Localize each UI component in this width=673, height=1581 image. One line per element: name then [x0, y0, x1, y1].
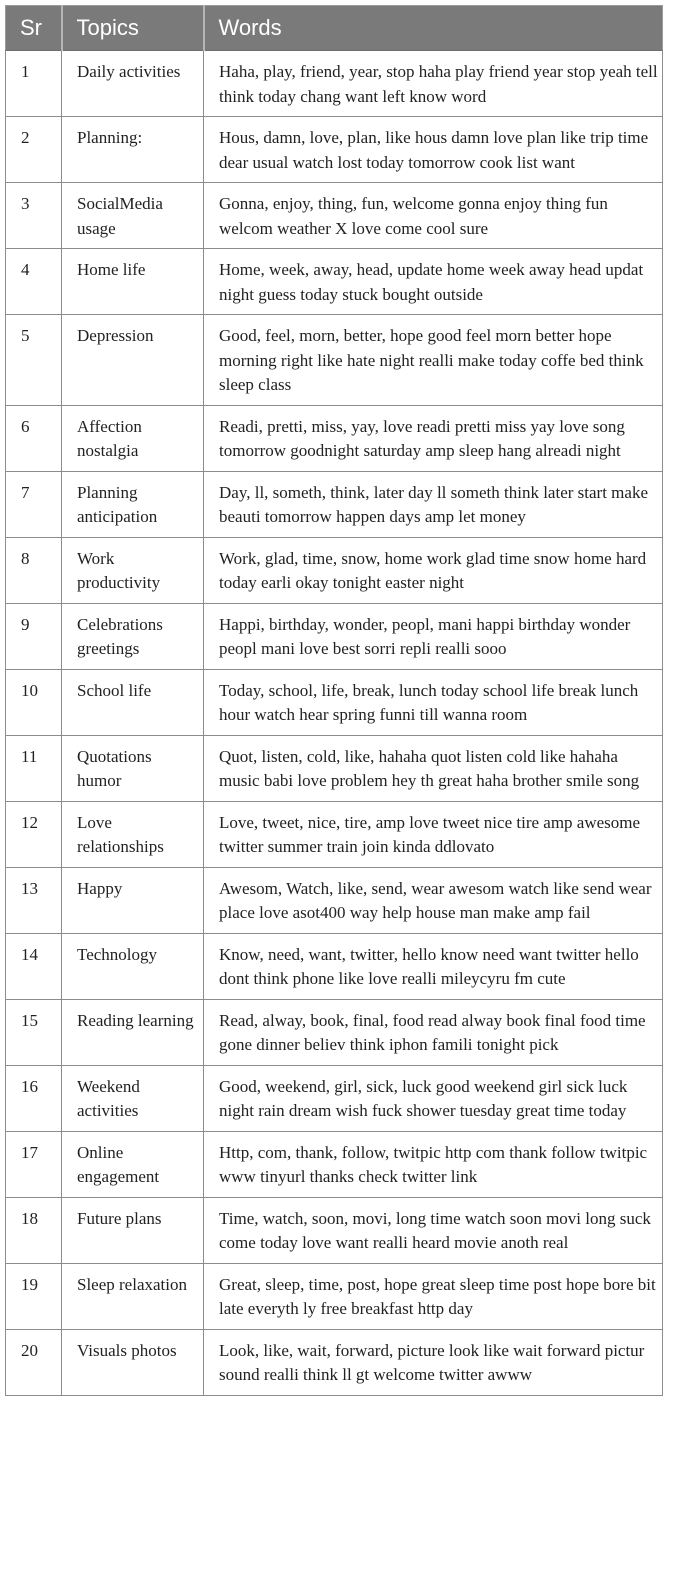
row-number: 12	[6, 801, 62, 867]
header-topics: Topics	[62, 6, 204, 51]
row-topic: School life	[62, 669, 204, 735]
table-row	[6, 249, 663, 315]
row-words: Awesom, Watch, like, send, wear awesom watch like send wear place love asot400 way help house man make amp fail	[204, 867, 663, 933]
row-words: Home, week, away, head, update home week away head updat night guess today stuck bought outside	[204, 249, 663, 315]
row-number: 3	[6, 183, 62, 249]
table-row	[6, 801, 663, 867]
table-row	[6, 471, 663, 537]
row-words: Today, school, life, break, lunch today school life break lunch hour watch hear spring funni till wanna room	[204, 669, 663, 735]
row-topic: Reading learning	[62, 999, 204, 1065]
row-number: 8	[6, 537, 62, 603]
row-number: 1	[6, 51, 62, 117]
row-topic: Quotations humor	[62, 735, 204, 801]
row-words: Hous, damn, love, plan, like hous damn love plan like trip time dear usual watch lost today tomorrow cook list want	[204, 117, 663, 183]
row-number: 18	[6, 1197, 62, 1263]
header-words: Words	[204, 6, 663, 51]
row-topic: Work productivity	[62, 537, 204, 603]
row-number: 13	[6, 867, 62, 933]
row-words: Readi, pretti, miss, yay, love readi pretti miss yay love song tomorrow goodnight saturday amp sleep hang alreadi night	[204, 405, 663, 471]
row-topic: Planning:	[62, 117, 204, 183]
row-topic: SocialMedia usage	[62, 183, 204, 249]
row-topic: Future plans	[62, 1197, 204, 1263]
row-words: Love, tweet, nice, tire, amp love tweet nice tire amp awesome twitter summer train join kinda ddlovato	[204, 801, 663, 867]
row-topic: Weekend activities	[62, 1065, 204, 1131]
table-row	[6, 405, 663, 471]
row-number: 10	[6, 669, 62, 735]
table-row	[6, 1131, 663, 1197]
row-words: Time, watch, soon, movi, long time watch soon movi long suck come today love want realli heard movie anoth real	[204, 1197, 663, 1263]
row-topic: Daily activities	[62, 51, 204, 117]
row-topic: Planning anticipation	[62, 471, 204, 537]
table-row	[6, 1263, 663, 1329]
row-topic: Love relationships	[62, 801, 204, 867]
row-topic: Affection nostalgia	[62, 405, 204, 471]
row-words: Happi, birthday, wonder, peopl, mani happi birthday wonder peopl mani love best sorri repli realli sooo	[204, 603, 663, 669]
row-topic: Visuals photos	[62, 1329, 204, 1395]
row-words: Look, like, wait, forward, picture look like wait forward pictur sound realli think ll gt welcome twitter awww	[204, 1329, 663, 1395]
table-row	[6, 1065, 663, 1131]
table-row	[6, 669, 663, 735]
row-number: 7	[6, 471, 62, 537]
row-number: 2	[6, 117, 62, 183]
row-words: Work, glad, time, snow, home work glad time snow home hard today earli okay tonight easter night	[204, 537, 663, 603]
table-body	[6, 51, 663, 1396]
row-number: 11	[6, 735, 62, 801]
row-number: 17	[6, 1131, 62, 1197]
topics-table-container	[5, 5, 663, 1396]
table-row	[6, 117, 663, 183]
row-topic: Happy	[62, 867, 204, 933]
row-words: Http, com, thank, follow, twitpic http com thank follow twitpic www tinyurl thanks check twitter link	[204, 1131, 663, 1197]
row-topic: Technology	[62, 933, 204, 999]
row-topic: Online engagement	[62, 1131, 204, 1197]
table-row	[6, 999, 663, 1065]
row-number: 16	[6, 1065, 62, 1131]
row-words: Good, weekend, girl, sick, luck good weekend girl sick luck night rain dream wish fuck shower tuesday great time today	[204, 1065, 663, 1131]
table-row	[6, 183, 663, 249]
table-row	[6, 735, 663, 801]
table-row	[6, 315, 663, 406]
row-number: 5	[6, 315, 62, 406]
row-number: 9	[6, 603, 62, 669]
row-number: 20	[6, 1329, 62, 1395]
row-number: 19	[6, 1263, 62, 1329]
row-words: Haha, play, friend, year, stop haha play friend year stop yeah tell think today chang want left know word	[204, 51, 663, 117]
row-topic: Home life	[62, 249, 204, 315]
row-topic: Depression	[62, 315, 204, 406]
row-words: Gonna, enjoy, thing, fun, welcome gonna enjoy thing fun welcom weather X love come cool sure	[204, 183, 663, 249]
row-number: 15	[6, 999, 62, 1065]
table-row	[6, 603, 663, 669]
row-words: Good, feel, morn, better, hope good feel morn better hope morning right like hate night realli make today coffe bed think sleep class	[204, 315, 663, 406]
table-row	[6, 1197, 663, 1263]
row-words: Day, ll, someth, think, later day ll someth think later start make beauti tomorrow happen days amp let money	[204, 471, 663, 537]
row-topic: Sleep relaxation	[62, 1263, 204, 1329]
row-topic: Celebrations greetings	[62, 603, 204, 669]
header-row	[6, 6, 663, 51]
table-row	[6, 51, 663, 117]
topics-table	[5, 5, 663, 1396]
row-number: 6	[6, 405, 62, 471]
row-number: 14	[6, 933, 62, 999]
row-words: Read, alway, book, final, food read alway book final food time gone dinner believ think iphon famili tonight pick	[204, 999, 663, 1065]
table-row	[6, 867, 663, 933]
row-words: Know, need, want, twitter, hello know need want twitter hello dont think phone like love realli mileycyru fm cute	[204, 933, 663, 999]
table-row	[6, 1329, 663, 1395]
row-words: Great, sleep, time, post, hope great sleep time post hope bore bit late everyth ly free breakfast http day	[204, 1263, 663, 1329]
header-sr: Sr	[6, 6, 62, 51]
row-words: Quot, listen, cold, like, hahaha quot listen cold like hahaha music babi love problem hey th great haha brother smile song	[204, 735, 663, 801]
row-number: 4	[6, 249, 62, 315]
table-row	[6, 933, 663, 999]
table-row	[6, 537, 663, 603]
